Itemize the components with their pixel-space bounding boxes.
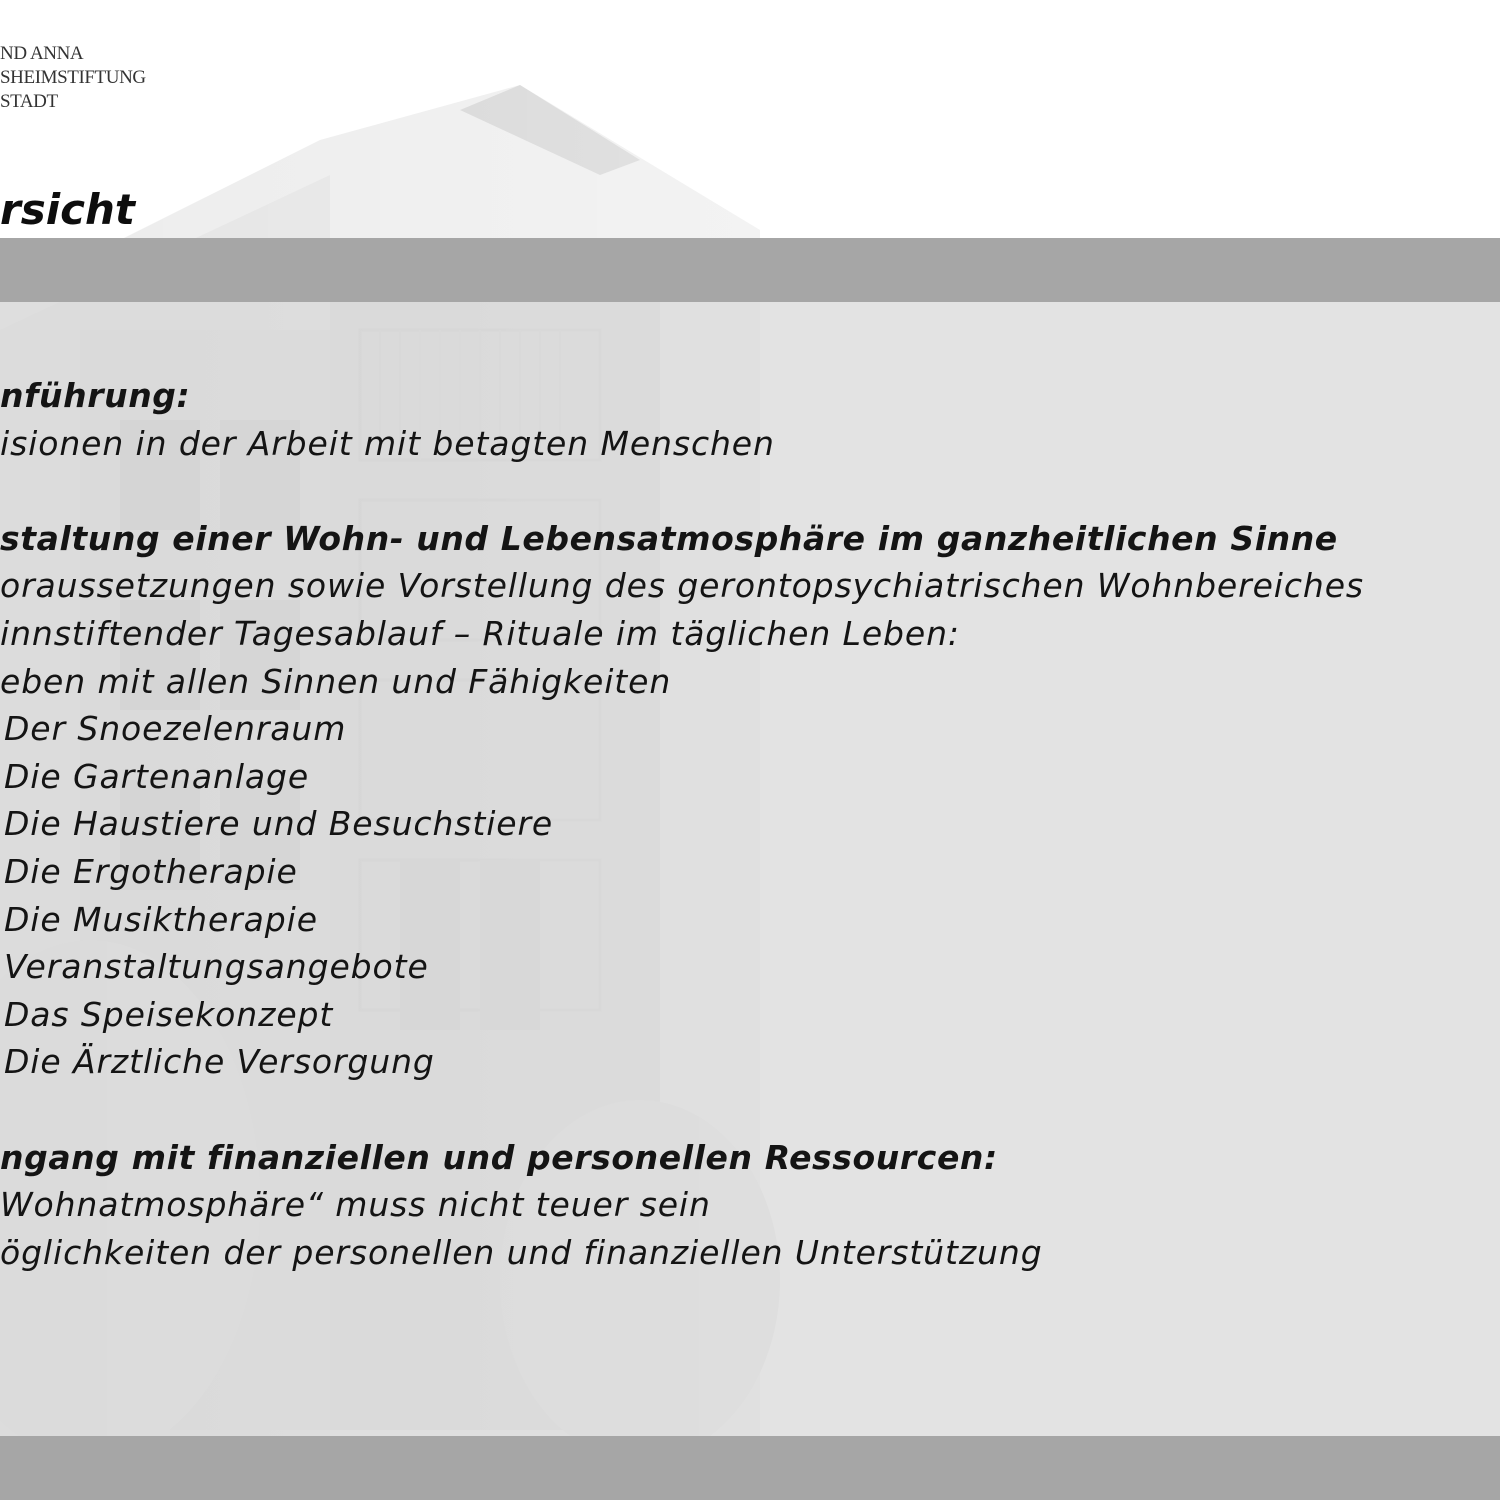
list-item: oraussetzungen sowie Vorstellung des gerontopsychiatrischen Wohnbereiches — [0, 566, 1365, 606]
sub-list-item: Die Gartenanlage — [4, 756, 310, 796]
section-heading: staltung einer Wohn- und Lebensatmosphäre im ganzheitlichen Sinne — [0, 518, 1338, 558]
logo-line: STADT — [0, 91, 58, 112]
sub-list-item: Die Ergotherapie — [4, 851, 298, 891]
sub-list-item: Die Ärztliche Versorgung — [4, 1042, 435, 1082]
sub-list-item: Veranstaltungsangebote — [4, 947, 429, 987]
sub-list-item: Das Speisekonzept — [4, 994, 334, 1034]
section-heading: ngang mit finanziellen und personellen Ressourcen: — [0, 1137, 998, 1177]
sub-list-item: Die Haustiere und Besuchstiere — [4, 804, 554, 844]
list-item: Wohnatmosphäre“ muss nicht teuer sein — [0, 1185, 711, 1225]
foundation-logo — [0, 42, 146, 114]
logo-line: SHEIMSTIFTUNG — [0, 67, 146, 88]
list-item: innstiftender Tagesablauf – Rituale im täglichen Leben: — [0, 613, 960, 653]
list-item: eben mit allen Sinnen und Fähigkeiten — [0, 661, 672, 701]
slide-title: rsicht — [0, 185, 135, 234]
spacer — [0, 1086, 1500, 1134]
sub-list-item: Die Musiktherapie — [4, 899, 318, 939]
list-item: öglichkeiten der personellen und finanziellen Unterstützung — [0, 1232, 1043, 1272]
list-item: isionen in der Arbeit mit betagten Menschen — [0, 423, 775, 463]
section-heading: nführung: — [0, 376, 191, 415]
title-bar — [0, 238, 1500, 302]
footer-bar — [0, 1436, 1500, 1500]
agenda-list — [0, 372, 1500, 1276]
spacer — [0, 467, 1500, 515]
sub-list-item: Der Snoezelenraum — [4, 709, 347, 749]
logo-line: ND ANNA — [0, 43, 84, 64]
